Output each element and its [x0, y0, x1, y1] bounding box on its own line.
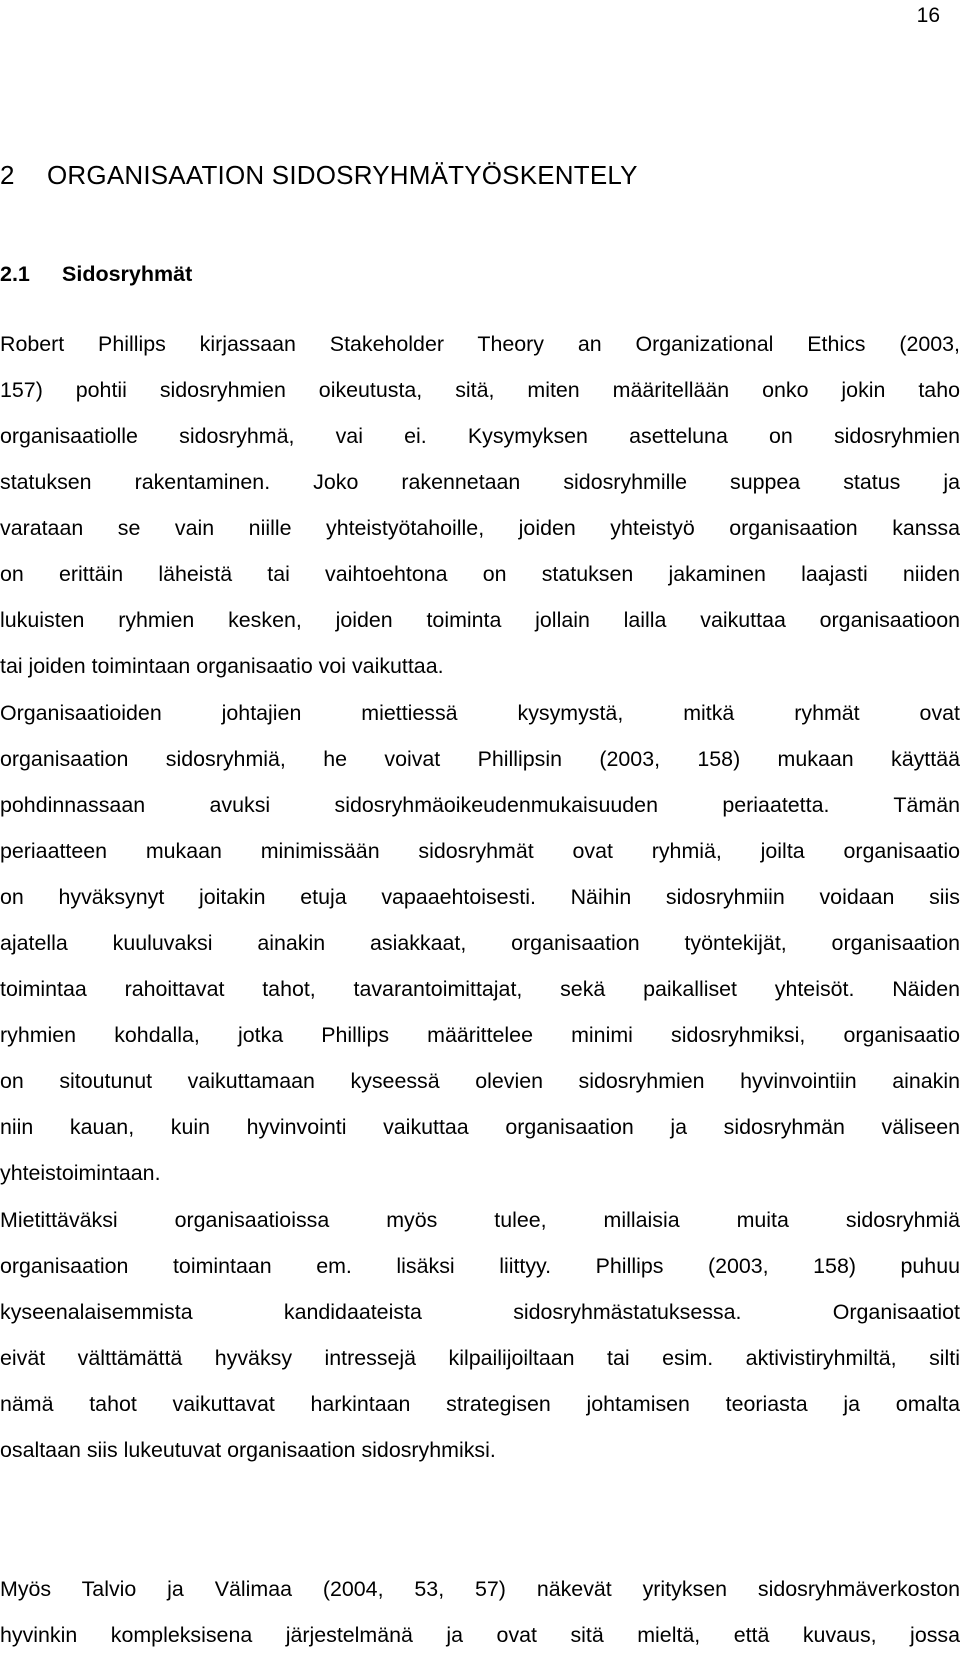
text-line: on erittäin läheistä tai vaihtoehtona on statuksen jakaminen laajasti niiden [0, 562, 960, 586]
text-line: varataan se vain niille yhteistyötahoille, joiden yhteistyö organisaation kanssa [0, 516, 960, 540]
text-line: 157) pohtii sidosryhmien oikeutusta, sitä, miten määritellään onko jokin taho [0, 378, 960, 402]
section-number: 2.1 [0, 262, 30, 286]
chapter-title: ORGANISAATION SIDOSRYHMÄTYÖSKENTELY [47, 160, 638, 190]
text-line: periaatteen mukaan minimissään sidosryhmät ovat ryhmiä, joilta organisaatio [0, 839, 960, 863]
text-line: statuksen rakentaminen. Joko rakennetaan sidosryhmille suppea status ja [0, 470, 960, 494]
section-title: Sidosryhmät [62, 262, 193, 286]
text-line: kyseenalaisemmista kandidaateista sidosryhmästatuksessa. Organisaatiot [0, 1300, 960, 1324]
chapter-number: 2 [0, 160, 15, 190]
text-line: organisaation sidosryhmiä, he voivat Phillipsin (2003, 158) mukaan käyttää [0, 747, 960, 771]
paragraph-3 [0, 1197, 960, 1473]
text-line: nämä tahot vaikuttavat harkintaan strategisen johtamisen teoriasta ja omalta [0, 1392, 960, 1416]
text-line: tai joiden toimintaan organisaatio voi vaikuttaa. [0, 654, 444, 678]
paragraph-1 [0, 321, 960, 689]
text-line: Organisaatioiden johtajien miettiessä kysymystä, mitkä ryhmät ovat [0, 701, 960, 725]
text-line: niin kauan, kuin hyvinvointi vaikuttaa organisaation ja sidosryhmän väliseen [0, 1115, 960, 1139]
chapter-heading [0, 160, 960, 191]
text-line: hyvinkin kompleksisena järjestelmänä ja ovat sitä mieltä, että kuvaus, jossa [0, 1623, 960, 1647]
text-line: on sitoutunut vaikuttamaan kyseessä olevien sidosryhmien hyvinvointiin ainakin [0, 1069, 960, 1093]
section-heading [0, 262, 192, 287]
text-line: lukuisten ryhmien kesken, joiden toiminta jollain lailla vaikuttaa organisaatioon [0, 608, 960, 632]
text-line: pohdinnassaan avuksi sidosryhmäoikeudenmukaisuuden periaatetta. Tämän [0, 793, 960, 817]
text-line: ryhmien kohdalla, jotka Phillips määrittelee minimi sidosryhmiksi, organisaatio [0, 1023, 960, 1047]
text-line: Myös Talvio ja Välimaa (2004, 53, 57) näkevät yrityksen sidosryhmäverkoston [0, 1577, 960, 1601]
text-line: organisaatiolle sidosryhmä, vai ei. Kysymyksen asetteluna on sidosryhmien [0, 424, 960, 448]
text-line: toimintaa rahoittavat tahot, tavarantoimittajat, sekä paikalliset yhteisöt. Näiden [0, 977, 960, 1001]
text-line: on hyväksynyt joitakin etuja vapaaehtoisesti. Näihin sidosryhmiin voidaan siis [0, 885, 960, 909]
paragraph-2 [0, 690, 960, 1196]
text-line: organisaation toimintaan em. lisäksi liittyy. Phillips (2003, 158) puhuu [0, 1254, 960, 1278]
text-line: osaltaan siis lukeutuvat organisaation sidosryhmiksi. [0, 1438, 496, 1462]
paragraph-4 [0, 1566, 960, 1658]
text-line: Mietittäväksi organisaatioissa myös tulee, millaisia muita sidosryhmiä [0, 1208, 960, 1232]
text-line: ajatella kuuluvaksi ainakin asiakkaat, organisaation työntekijät, organisaation [0, 931, 960, 955]
text-line: yhteistoimintaan. [0, 1161, 161, 1185]
text-line: eivät välttämättä hyväksy intressejä kilpailijoiltaan tai esim. aktivistiryhmiltä, silti [0, 1346, 960, 1370]
text-line: Robert Phillips kirjassaan Stakeholder Theory an Organizational Ethics (2003, [0, 332, 960, 356]
page-number: 16 [916, 4, 940, 27]
